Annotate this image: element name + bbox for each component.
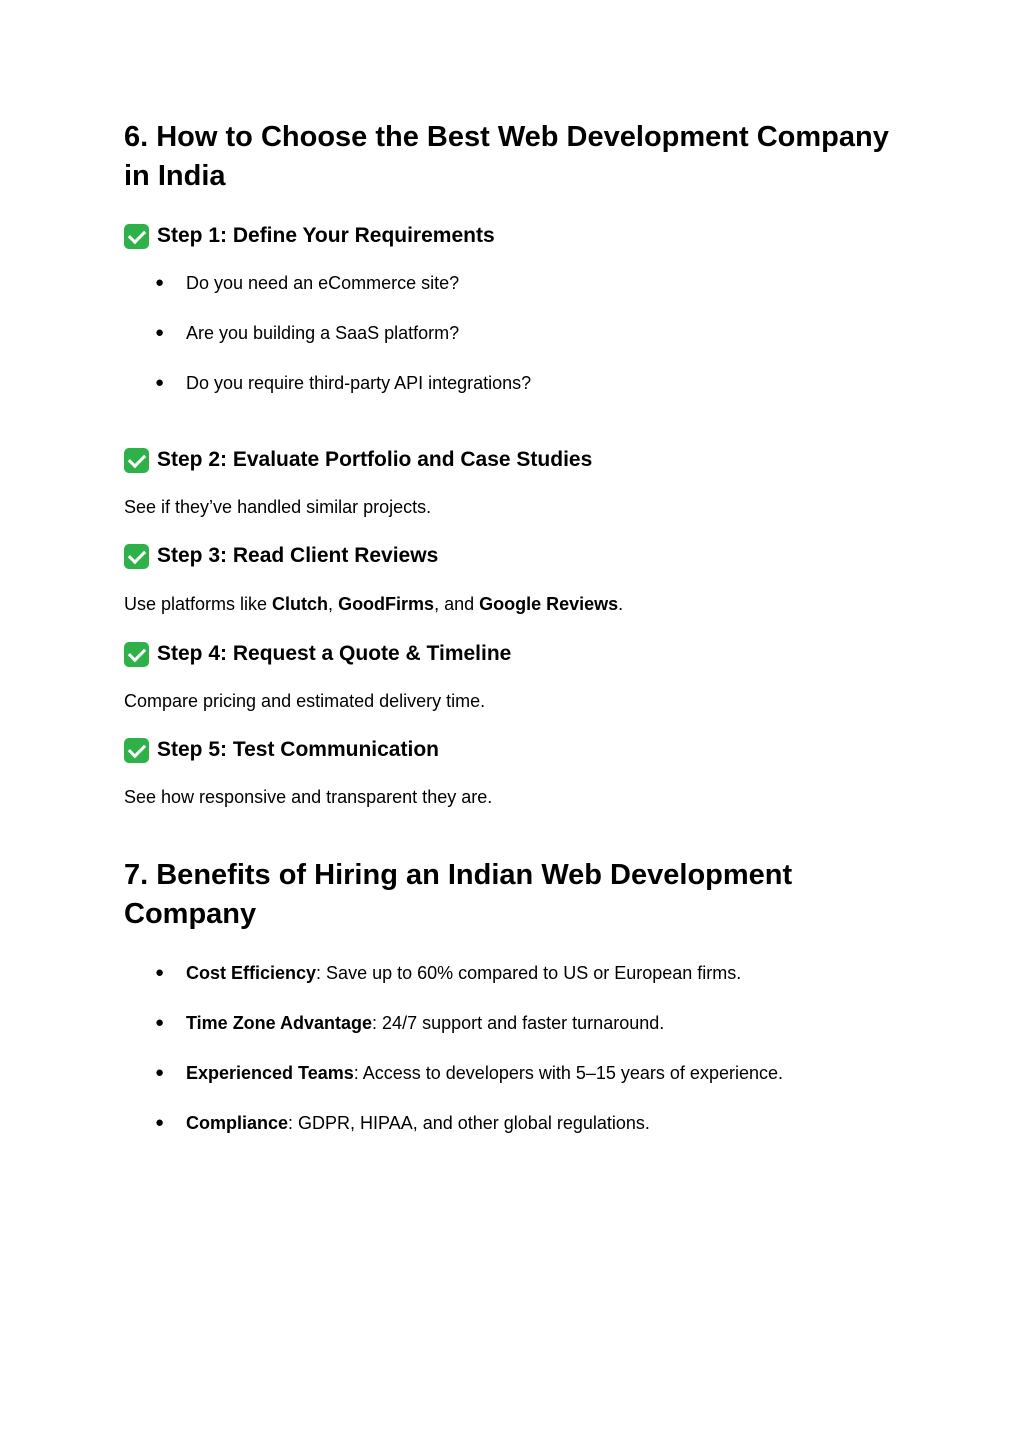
benefit-term: Compliance bbox=[186, 1113, 289, 1133]
review-platform-goodfirms: GoodFirms bbox=[338, 594, 435, 614]
list-item bbox=[124, 1010, 914, 1036]
section-7-heading-line-1: 7. Benefits of Hiring an Indian Web Development bbox=[124, 859, 793, 891]
step-3-text bbox=[124, 591, 914, 617]
step-2-title: Step 2: Evaluate Portfolio and Case Studies bbox=[157, 448, 593, 471]
benefit-term: Time Zone Advantage bbox=[186, 1013, 373, 1033]
list-item-text: Do you require third-party API integrations? bbox=[186, 373, 532, 393]
check-mark-button-icon bbox=[124, 738, 149, 763]
step-3-heading bbox=[124, 542, 914, 570]
benefit-description: : 24/7 support and faster turnaround. bbox=[372, 1013, 665, 1033]
review-platform-clutch: Clutch bbox=[272, 594, 329, 614]
bullet-icon: ● bbox=[155, 374, 165, 391]
check-mark-button-icon bbox=[124, 448, 149, 473]
section-7-heading bbox=[124, 856, 914, 934]
benefits-list bbox=[124, 960, 914, 1136]
step-4-heading bbox=[124, 640, 914, 668]
bullet-icon: ● bbox=[155, 1114, 165, 1131]
bullet-icon: ● bbox=[155, 964, 165, 981]
section-6-heading-line-2: in India bbox=[124, 160, 226, 192]
step-3-title: Step 3: Read Client Reviews bbox=[157, 544, 439, 567]
check-mark-button-icon bbox=[124, 544, 149, 569]
review-platform-google-reviews: Google Reviews bbox=[479, 594, 619, 614]
benefit-term: Cost Efficiency bbox=[186, 963, 317, 983]
list-item bbox=[124, 960, 914, 986]
step-1-title: Step 1: Define Your Requirements bbox=[157, 224, 495, 247]
section-6-heading-line-1: 6. How to Choose the Best Web Development Company bbox=[124, 121, 889, 153]
list-item bbox=[124, 370, 914, 396]
list-item bbox=[124, 1110, 914, 1136]
list-item-text: Do you need an eCommerce site? bbox=[186, 273, 460, 293]
list-item bbox=[124, 1060, 914, 1086]
list-item bbox=[124, 320, 914, 346]
benefit-term: Experienced Teams bbox=[186, 1063, 354, 1083]
step-2-text: See if they’ve handled similar projects. bbox=[124, 497, 432, 517]
document-page bbox=[124, 118, 914, 1136]
check-mark-button-icon bbox=[124, 642, 149, 667]
step-3-text-sep-2: , and bbox=[434, 594, 480, 614]
benefit-description: : Save up to 60% compared to US or European firms. bbox=[316, 963, 742, 983]
list-item-text: Are you building a SaaS platform? bbox=[186, 323, 460, 343]
bullet-icon: ● bbox=[155, 324, 165, 341]
step-4-text: Compare pricing and estimated delivery time. bbox=[124, 691, 486, 711]
step-5-heading bbox=[124, 736, 914, 764]
step-3-text-suffix: . bbox=[618, 594, 624, 614]
bullet-icon: ● bbox=[155, 1064, 165, 1081]
step-5-text: See how responsive and transparent they are. bbox=[124, 787, 493, 807]
section-6-heading bbox=[124, 118, 914, 196]
step-2-heading bbox=[124, 446, 914, 474]
step-4-title: Step 4: Request a Quote & Timeline bbox=[157, 642, 512, 665]
step-5-title: Step 5: Test Communication bbox=[157, 738, 439, 761]
step-3-text-prefix: Use platforms like bbox=[124, 594, 273, 614]
step-3-text-sep-1: , bbox=[328, 594, 339, 614]
bullet-icon: ● bbox=[155, 1014, 165, 1031]
check-mark-button-icon bbox=[124, 224, 149, 249]
section-7-heading-line-2: Company bbox=[124, 898, 257, 930]
step-1-bullet-list bbox=[124, 270, 914, 396]
bullet-icon: ● bbox=[155, 274, 165, 291]
benefit-description: : Access to developers with 5–15 years of experience. bbox=[353, 1063, 783, 1083]
step-1-heading bbox=[124, 222, 914, 250]
list-item bbox=[124, 270, 914, 296]
benefit-description: : GDPR, HIPAA, and other global regulations. bbox=[288, 1113, 650, 1133]
